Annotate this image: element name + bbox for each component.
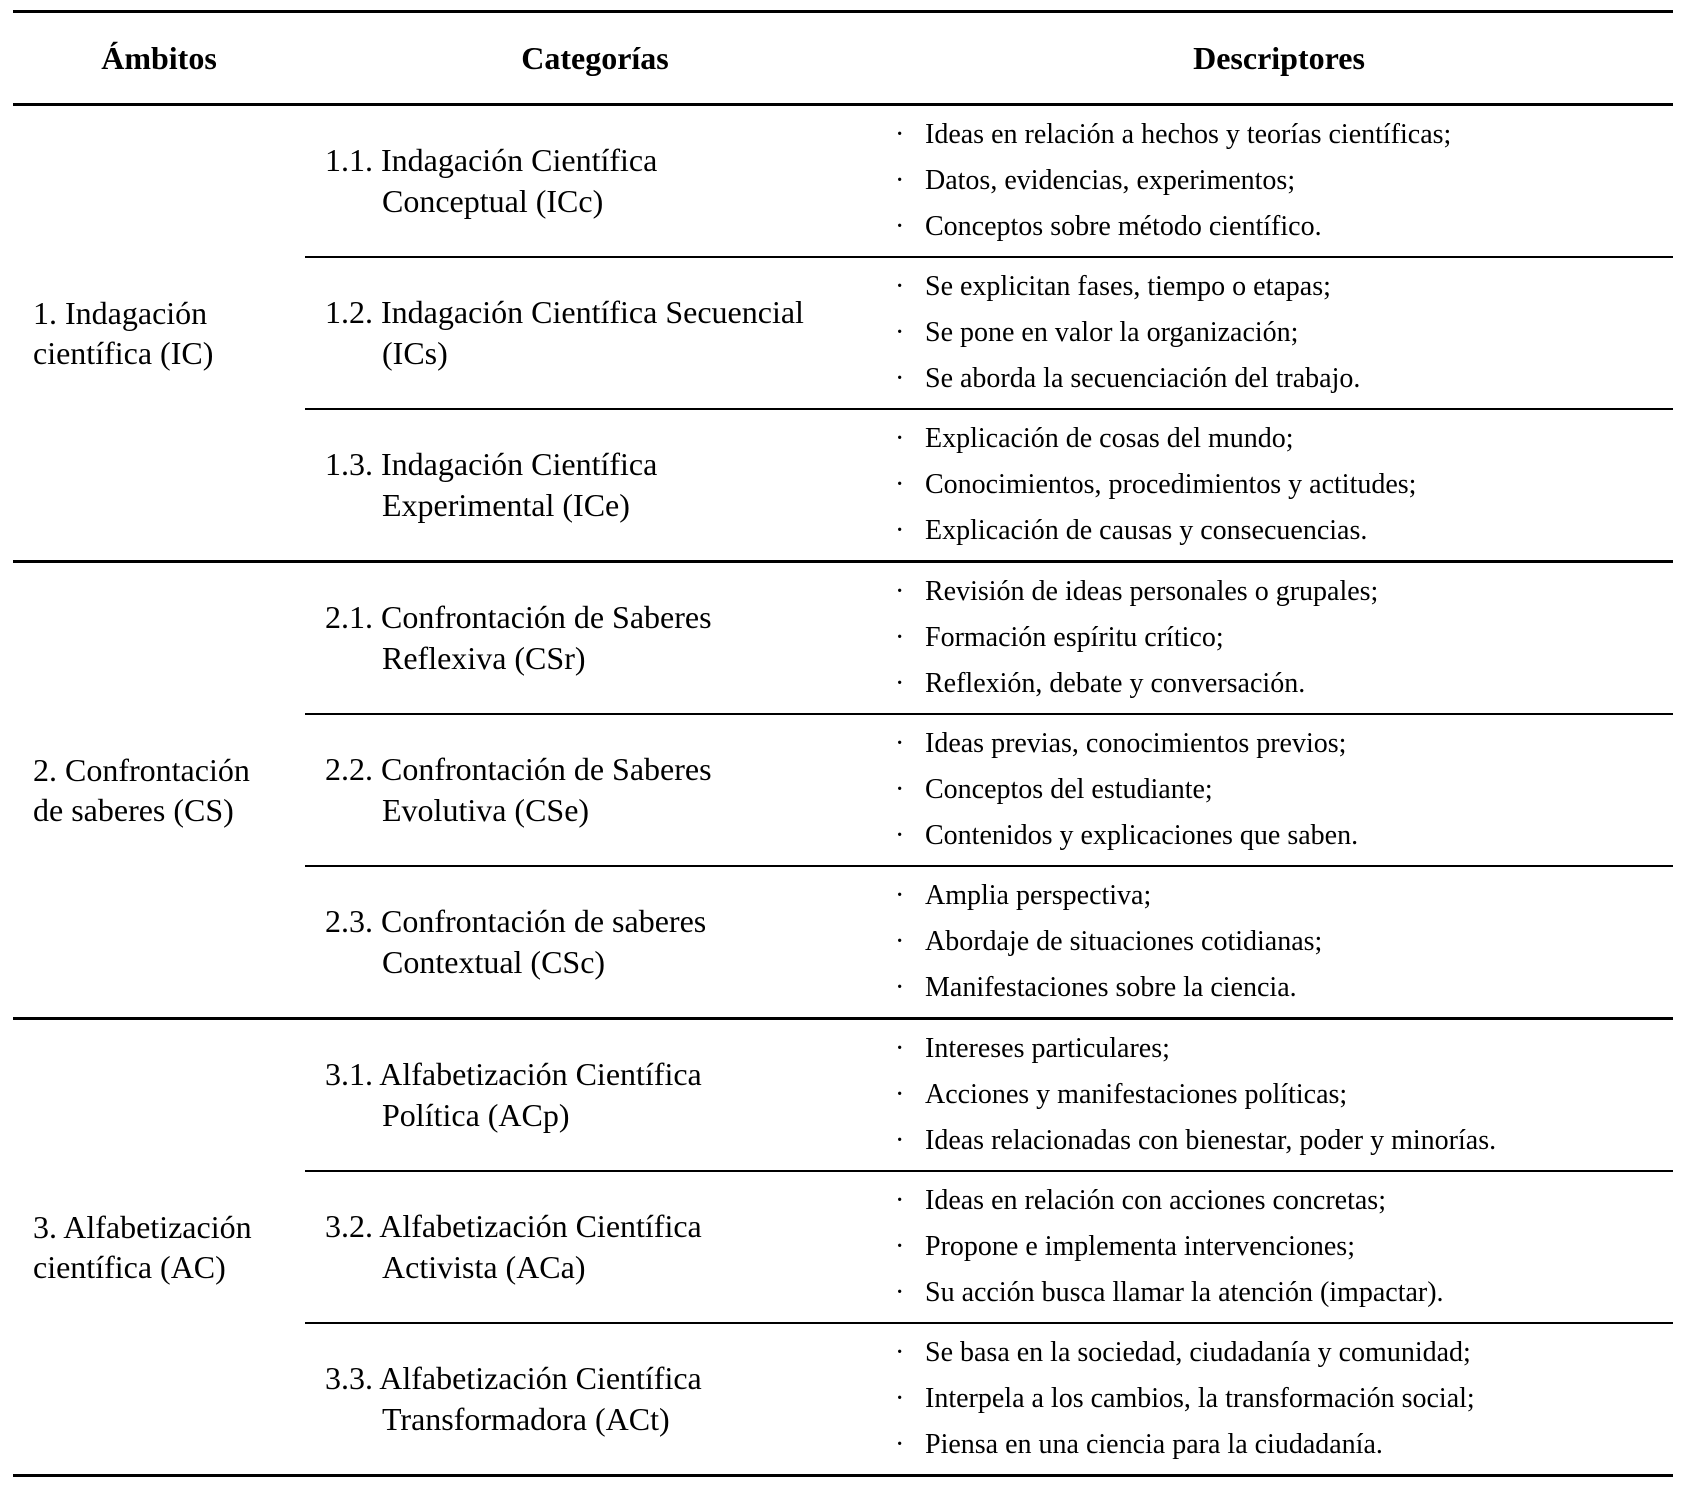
bullet-dot-icon: · — [895, 1231, 905, 1262]
table-row — [13, 1019, 1673, 1172]
bullet-dot-icon: · — [895, 165, 905, 196]
ambito-line: de saberes (CS) — [33, 792, 234, 828]
descriptor-text: Interpela a los cambios, la transformación social; — [925, 1383, 1475, 1414]
descriptores-cell — [885, 1323, 1673, 1476]
categoria-cell — [305, 1019, 885, 1172]
categoria-line: Experimental (ICe) — [382, 487, 630, 523]
descriptor-text: Explicación de causas y consecuencias. — [925, 515, 1368, 546]
bullet-dot-icon: · — [895, 469, 905, 500]
descriptores-cell — [885, 562, 1673, 715]
descriptores-cell — [885, 1019, 1673, 1172]
descriptor-item — [885, 310, 1673, 356]
bullet-dot-icon: · — [895, 926, 905, 957]
descriptor-text: Datos, evidencias, experimentos; — [925, 165, 1296, 196]
descriptor-item — [885, 965, 1673, 1011]
categoria-line: 2.2. Confrontación de Saberes — [325, 751, 712, 787]
categoria-line: (ICs) — [382, 335, 448, 371]
bullet-dot-icon: · — [895, 515, 905, 546]
descriptor-text: Intereses particulares; — [925, 1033, 1170, 1064]
bullet-dot-icon: · — [895, 1429, 905, 1460]
bullet-dot-icon: · — [895, 1079, 905, 1110]
descriptor-text: Se explicitan fases, tiempo o etapas; — [925, 271, 1331, 302]
descriptor-text: Reflexión, debate y conversación. — [925, 668, 1306, 699]
bullet-dot-icon: · — [895, 317, 905, 348]
ambito-line: 1. Indagación — [33, 295, 208, 331]
descriptor-item — [885, 158, 1673, 204]
categoria-line: Política (ACp) — [382, 1097, 570, 1133]
categoria-cell — [305, 409, 885, 562]
categoria-cell — [305, 714, 885, 866]
descriptor-text: Se basa en la sociedad, ciudadanía y comunidad; — [925, 1337, 1471, 1368]
bullet-dot-icon: · — [895, 271, 905, 302]
descriptor-text: Ideas previas, conocimientos previos; — [925, 728, 1347, 759]
ambito-line: 2. Confrontación — [33, 752, 250, 788]
descriptor-item — [885, 264, 1673, 310]
descriptores-cell — [885, 714, 1673, 866]
categoria-cell — [305, 1171, 885, 1323]
descriptores-cell — [885, 1171, 1673, 1323]
categories-table — [13, 10, 1673, 1477]
descriptor-item — [885, 1026, 1673, 1072]
descriptor-text: Revisión de ideas personales o grupales; — [925, 576, 1379, 607]
descriptor-text: Piensa en una ciencia para la ciudadanía. — [925, 1429, 1383, 1460]
descriptor-item — [885, 1178, 1673, 1224]
descriptor-text: Conceptos sobre método científico. — [925, 211, 1322, 242]
ambito-cell — [13, 1019, 305, 1476]
descriptor-item — [885, 1376, 1673, 1422]
descriptor-item — [885, 919, 1673, 965]
descriptor-item — [885, 1330, 1673, 1376]
categoria-line: 3.2. Alfabetización Científica — [325, 1208, 702, 1244]
bullet-dot-icon: · — [895, 728, 905, 759]
descriptor-item — [885, 356, 1673, 402]
header-categorias: Categorías — [305, 12, 885, 105]
descriptor-item — [885, 508, 1673, 554]
descriptores-cell — [885, 409, 1673, 562]
ambito-cell — [13, 105, 305, 562]
descriptor-item — [885, 462, 1673, 508]
descriptor-item — [885, 813, 1673, 859]
categoria-line: 3.1. Alfabetización Científica — [325, 1056, 702, 1092]
bullet-dot-icon: · — [895, 972, 905, 1003]
descriptor-item — [885, 873, 1673, 919]
bullet-dot-icon: · — [895, 363, 905, 394]
categoria-cell — [305, 257, 885, 409]
descriptor-item — [885, 204, 1673, 250]
descriptor-text: Abordaje de situaciones cotidianas; — [925, 926, 1323, 957]
ambito-line: 3. Alfabetización — [33, 1209, 252, 1245]
descriptor-item — [885, 1270, 1673, 1316]
ambito-cell — [13, 562, 305, 1019]
descriptor-text: Acciones y manifestaciones políticas; — [925, 1079, 1348, 1110]
categoria-line: Evolutiva (CSe) — [382, 792, 590, 828]
descriptor-text: Explicación de cosas del mundo; — [925, 423, 1294, 454]
bullet-dot-icon: · — [895, 211, 905, 242]
descriptor-item — [885, 569, 1673, 615]
descriptor-text: Amplia perspectiva; — [925, 880, 1152, 911]
descriptor-item — [885, 1224, 1673, 1270]
descriptor-text: Su acción busca llamar la atención (impactar). — [925, 1277, 1444, 1308]
header-descriptores: Descriptores — [885, 12, 1673, 105]
categoria-line: Reflexiva (CSr) — [382, 640, 586, 676]
descriptor-text: Ideas en relación a hechos y teorías científicas; — [925, 119, 1452, 150]
descriptor-item — [885, 721, 1673, 767]
categoria-line: Conceptual (ICc) — [382, 183, 604, 219]
bullet-dot-icon: · — [895, 119, 905, 150]
ambito-line: científica (IC) — [33, 335, 214, 371]
bullet-dot-icon: · — [895, 820, 905, 851]
descriptor-item — [885, 112, 1673, 158]
bullet-dot-icon: · — [895, 1277, 905, 1308]
descriptores-cell — [885, 866, 1673, 1019]
categoria-line: 2.1. Confrontación de Saberes — [325, 599, 712, 635]
descriptor-item — [885, 661, 1673, 707]
descriptor-text: Formación espíritu crítico; — [925, 622, 1224, 653]
categoria-line: 3.3. Alfabetización Científica — [325, 1360, 702, 1396]
table-row — [13, 105, 1673, 258]
descriptor-text: Ideas en relación con acciones concretas; — [925, 1185, 1386, 1216]
bullet-dot-icon: · — [895, 1337, 905, 1368]
table-body — [13, 105, 1673, 1476]
bullet-dot-icon: · — [895, 1125, 905, 1156]
descriptor-text: Se aborda la secuenciación del trabajo. — [925, 363, 1361, 394]
descriptor-text: Contenidos y explicaciones que saben. — [925, 820, 1359, 851]
categoria-line: 1.2. Indagación Científica Secuencial — [325, 294, 804, 330]
bullet-dot-icon: · — [895, 622, 905, 653]
categoria-cell — [305, 1323, 885, 1476]
categoria-line: Contextual (CSc) — [382, 944, 606, 980]
descriptor-item — [885, 1072, 1673, 1118]
categoria-line: Transformadora (ACt) — [382, 1401, 670, 1437]
descriptor-item — [885, 416, 1673, 462]
descriptor-text: Conocimientos, procedimientos y actitudes; — [925, 469, 1417, 500]
categoria-cell — [305, 562, 885, 715]
bullet-dot-icon: · — [895, 576, 905, 607]
bullet-dot-icon: · — [895, 1383, 905, 1414]
categoria-line: 2.3. Confrontación de saberes — [325, 903, 707, 939]
bullet-dot-icon: · — [895, 880, 905, 911]
bullet-dot-icon: · — [895, 1185, 905, 1216]
categoria-line: 1.3. Indagación Científica — [325, 446, 658, 482]
descriptor-text: Manifestaciones sobre la ciencia. — [925, 972, 1297, 1003]
descriptor-item — [885, 1422, 1673, 1468]
descriptores-cell — [885, 105, 1673, 258]
header-ambitos: Ámbitos — [13, 12, 305, 105]
descriptor-text: Se pone en valor la organización; — [925, 317, 1299, 348]
categoria-line: 1.1. Indagación Científica — [325, 142, 658, 178]
bullet-dot-icon: · — [895, 1033, 905, 1064]
categoria-cell — [305, 866, 885, 1019]
header-row — [13, 12, 1673, 105]
bullet-dot-icon: · — [895, 774, 905, 805]
categoria-line: Activista (ACa) — [382, 1249, 586, 1285]
descriptor-text: Propone e implementa intervenciones; — [925, 1231, 1355, 1262]
descriptor-text: Conceptos del estudiante; — [925, 774, 1213, 805]
categoria-cell — [305, 105, 885, 258]
descriptor-item — [885, 1118, 1673, 1164]
ambito-line: científica (AC) — [33, 1249, 226, 1285]
descriptor-item — [885, 767, 1673, 813]
descriptor-item — [885, 615, 1673, 661]
descriptor-text: Ideas relacionadas con bienestar, poder y minorías. — [925, 1125, 1497, 1156]
table-row — [13, 562, 1673, 715]
bullet-dot-icon: · — [895, 423, 905, 454]
descriptores-cell — [885, 257, 1673, 409]
bullet-dot-icon: · — [895, 668, 905, 699]
